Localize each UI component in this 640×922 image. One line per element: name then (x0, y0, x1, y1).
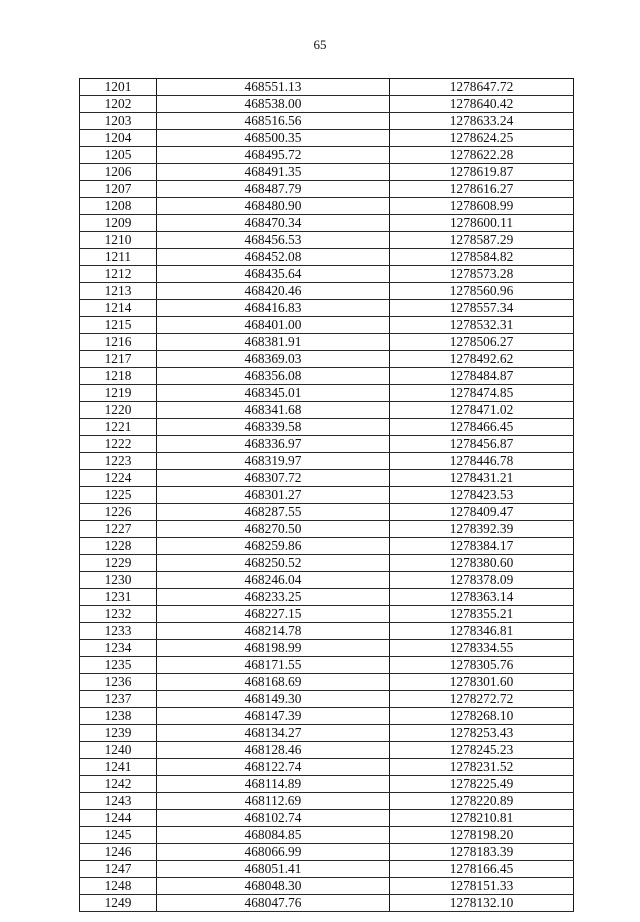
table-row (80, 334, 574, 351)
point-id-cell: 1202 (80, 96, 157, 113)
y-coordinate-cell: 1278355.21 (390, 606, 574, 623)
point-id-cell: 1213 (80, 283, 157, 300)
y-coordinate-cell: 1278573.28 (390, 266, 574, 283)
table-row (80, 215, 574, 232)
point-id-cell: 1230 (80, 572, 157, 589)
y-coordinate-cell: 1278608.99 (390, 198, 574, 215)
x-coordinate-cell: 468250.52 (157, 555, 390, 572)
table-row (80, 521, 574, 538)
point-id-cell: 1209 (80, 215, 157, 232)
table-row (80, 776, 574, 793)
x-coordinate-cell: 468339.58 (157, 419, 390, 436)
x-coordinate-cell: 468233.25 (157, 589, 390, 606)
table-row (80, 572, 574, 589)
table-row (80, 759, 574, 776)
point-id-cell: 1239 (80, 725, 157, 742)
table-row (80, 283, 574, 300)
table-row (80, 844, 574, 861)
x-coordinate-cell: 468149.30 (157, 691, 390, 708)
table-row (80, 198, 574, 215)
y-coordinate-cell: 1278471.02 (390, 402, 574, 419)
point-id-cell: 1245 (80, 827, 157, 844)
y-coordinate-cell: 1278151.33 (390, 878, 574, 895)
table-row (80, 504, 574, 521)
x-coordinate-cell: 468084.85 (157, 827, 390, 844)
y-coordinate-cell: 1278132.10 (390, 895, 574, 912)
x-coordinate-cell: 468470.34 (157, 215, 390, 232)
x-coordinate-cell: 468122.74 (157, 759, 390, 776)
table-row (80, 589, 574, 606)
y-coordinate-cell: 1278622.28 (390, 147, 574, 164)
y-coordinate-cell: 1278506.27 (390, 334, 574, 351)
x-coordinate-cell: 468048.30 (157, 878, 390, 895)
point-id-cell: 1226 (80, 504, 157, 521)
point-id-cell: 1231 (80, 589, 157, 606)
y-coordinate-cell: 1278380.60 (390, 555, 574, 572)
x-coordinate-cell: 468456.53 (157, 232, 390, 249)
y-coordinate-cell: 1278619.87 (390, 164, 574, 181)
x-coordinate-cell: 468134.27 (157, 725, 390, 742)
y-coordinate-cell: 1278210.81 (390, 810, 574, 827)
table-row (80, 402, 574, 419)
y-coordinate-cell: 1278409.47 (390, 504, 574, 521)
table-row (80, 317, 574, 334)
point-id-cell: 1242 (80, 776, 157, 793)
x-coordinate-cell: 468051.41 (157, 861, 390, 878)
y-coordinate-cell: 1278363.14 (390, 589, 574, 606)
x-coordinate-cell: 468480.90 (157, 198, 390, 215)
table-row (80, 232, 574, 249)
point-id-cell: 1204 (80, 130, 157, 147)
point-id-cell: 1215 (80, 317, 157, 334)
point-id-cell: 1210 (80, 232, 157, 249)
table-row (80, 895, 574, 912)
y-coordinate-cell: 1278301.60 (390, 674, 574, 691)
x-coordinate-cell: 468319.97 (157, 453, 390, 470)
y-coordinate-cell: 1278231.52 (390, 759, 574, 776)
x-coordinate-cell: 468435.64 (157, 266, 390, 283)
point-id-cell: 1218 (80, 368, 157, 385)
x-coordinate-cell: 468416.83 (157, 300, 390, 317)
y-coordinate-cell: 1278253.43 (390, 725, 574, 742)
table-row (80, 538, 574, 555)
table-row (80, 436, 574, 453)
x-coordinate-cell: 468538.00 (157, 96, 390, 113)
coordinates-table-body (80, 79, 574, 912)
y-coordinate-cell: 1278560.96 (390, 283, 574, 300)
x-coordinate-cell: 468270.50 (157, 521, 390, 538)
y-coordinate-cell: 1278334.55 (390, 640, 574, 657)
x-coordinate-cell: 468341.68 (157, 402, 390, 419)
table-row (80, 827, 574, 844)
point-id-cell: 1214 (80, 300, 157, 317)
x-coordinate-cell: 468198.99 (157, 640, 390, 657)
x-coordinate-cell: 468500.35 (157, 130, 390, 147)
point-id-cell: 1249 (80, 895, 157, 912)
y-coordinate-cell: 1278423.53 (390, 487, 574, 504)
point-id-cell: 1220 (80, 402, 157, 419)
y-coordinate-cell: 1278305.76 (390, 657, 574, 674)
x-coordinate-cell: 468356.08 (157, 368, 390, 385)
table-row (80, 487, 574, 504)
table-row (80, 606, 574, 623)
x-coordinate-cell: 468259.86 (157, 538, 390, 555)
point-id-cell: 1240 (80, 742, 157, 759)
table-row (80, 878, 574, 895)
y-coordinate-cell: 1278624.25 (390, 130, 574, 147)
x-coordinate-cell: 468401.00 (157, 317, 390, 334)
x-coordinate-cell: 468114.89 (157, 776, 390, 793)
table-row (80, 249, 574, 266)
table-row (80, 181, 574, 198)
table-row (80, 742, 574, 759)
table-row (80, 266, 574, 283)
y-coordinate-cell: 1278456.87 (390, 436, 574, 453)
table-row (80, 368, 574, 385)
table-row (80, 674, 574, 691)
x-coordinate-cell: 468495.72 (157, 147, 390, 164)
point-id-cell: 1234 (80, 640, 157, 657)
table-row (80, 657, 574, 674)
point-id-cell: 1248 (80, 878, 157, 895)
table-row (80, 385, 574, 402)
table-row (80, 793, 574, 810)
y-coordinate-cell: 1278600.11 (390, 215, 574, 232)
y-coordinate-cell: 1278183.39 (390, 844, 574, 861)
y-coordinate-cell: 1278557.34 (390, 300, 574, 317)
x-coordinate-cell: 468112.69 (157, 793, 390, 810)
y-coordinate-cell: 1278640.42 (390, 96, 574, 113)
y-coordinate-cell: 1278431.21 (390, 470, 574, 487)
y-coordinate-cell: 1278245.23 (390, 742, 574, 759)
table-row (80, 130, 574, 147)
y-coordinate-cell: 1278378.09 (390, 572, 574, 589)
x-coordinate-cell: 468287.55 (157, 504, 390, 521)
x-coordinate-cell: 468128.46 (157, 742, 390, 759)
y-coordinate-cell: 1278466.45 (390, 419, 574, 436)
table-row (80, 96, 574, 113)
table-row (80, 351, 574, 368)
point-id-cell: 1228 (80, 538, 157, 555)
point-id-cell: 1208 (80, 198, 157, 215)
y-coordinate-cell: 1278220.89 (390, 793, 574, 810)
y-coordinate-cell: 1278633.24 (390, 113, 574, 130)
point-id-cell: 1216 (80, 334, 157, 351)
x-coordinate-cell: 468420.46 (157, 283, 390, 300)
x-coordinate-cell: 468452.08 (157, 249, 390, 266)
point-id-cell: 1224 (80, 470, 157, 487)
point-id-cell: 1238 (80, 708, 157, 725)
point-id-cell: 1227 (80, 521, 157, 538)
x-coordinate-cell: 468487.79 (157, 181, 390, 198)
x-coordinate-cell: 468102.74 (157, 810, 390, 827)
point-id-cell: 1201 (80, 79, 157, 96)
point-id-cell: 1233 (80, 623, 157, 640)
table-row (80, 810, 574, 827)
point-id-cell: 1243 (80, 793, 157, 810)
table-row (80, 691, 574, 708)
table-row (80, 419, 574, 436)
x-coordinate-cell: 468345.01 (157, 385, 390, 402)
y-coordinate-cell: 1278272.72 (390, 691, 574, 708)
table-row (80, 79, 574, 96)
point-id-cell: 1223 (80, 453, 157, 470)
y-coordinate-cell: 1278484.87 (390, 368, 574, 385)
y-coordinate-cell: 1278198.20 (390, 827, 574, 844)
x-coordinate-cell: 468227.15 (157, 606, 390, 623)
x-coordinate-cell: 468214.78 (157, 623, 390, 640)
point-id-cell: 1232 (80, 606, 157, 623)
y-coordinate-cell: 1278584.82 (390, 249, 574, 266)
table-row (80, 725, 574, 742)
point-id-cell: 1241 (80, 759, 157, 776)
point-id-cell: 1235 (80, 657, 157, 674)
x-coordinate-cell: 468301.27 (157, 487, 390, 504)
y-coordinate-cell: 1278647.72 (390, 79, 574, 96)
point-id-cell: 1229 (80, 555, 157, 572)
point-id-cell: 1236 (80, 674, 157, 691)
point-id-cell: 1212 (80, 266, 157, 283)
point-id-cell: 1211 (80, 249, 157, 266)
point-id-cell: 1237 (80, 691, 157, 708)
table-row (80, 113, 574, 130)
y-coordinate-cell: 1278492.62 (390, 351, 574, 368)
point-id-cell: 1222 (80, 436, 157, 453)
y-coordinate-cell: 1278392.39 (390, 521, 574, 538)
x-coordinate-cell: 468369.03 (157, 351, 390, 368)
x-coordinate-cell: 468307.72 (157, 470, 390, 487)
x-coordinate-cell: 468491.35 (157, 164, 390, 181)
y-coordinate-cell: 1278616.27 (390, 181, 574, 198)
x-coordinate-cell: 468246.04 (157, 572, 390, 589)
y-coordinate-cell: 1278587.29 (390, 232, 574, 249)
point-id-cell: 1244 (80, 810, 157, 827)
x-coordinate-cell: 468336.97 (157, 436, 390, 453)
x-coordinate-cell: 468147.39 (157, 708, 390, 725)
y-coordinate-cell: 1278474.85 (390, 385, 574, 402)
point-id-cell: 1203 (80, 113, 157, 130)
page-number: 65 (313, 37, 327, 52)
point-id-cell: 1205 (80, 147, 157, 164)
y-coordinate-cell: 1278532.31 (390, 317, 574, 334)
point-id-cell: 1206 (80, 164, 157, 181)
point-id-cell: 1246 (80, 844, 157, 861)
x-coordinate-cell: 468516.56 (157, 113, 390, 130)
table-row (80, 555, 574, 572)
point-id-cell: 1217 (80, 351, 157, 368)
table-row (80, 861, 574, 878)
table-row (80, 453, 574, 470)
y-coordinate-cell: 1278384.17 (390, 538, 574, 555)
x-coordinate-cell: 468066.99 (157, 844, 390, 861)
x-coordinate-cell: 468047.76 (157, 895, 390, 912)
point-id-cell: 1219 (80, 385, 157, 402)
table-row (80, 147, 574, 164)
y-coordinate-cell: 1278446.78 (390, 453, 574, 470)
point-id-cell: 1207 (80, 181, 157, 198)
coordinates-table (79, 78, 574, 912)
x-coordinate-cell: 468551.13 (157, 79, 390, 96)
point-id-cell: 1221 (80, 419, 157, 436)
point-id-cell: 1225 (80, 487, 157, 504)
y-coordinate-cell: 1278346.81 (390, 623, 574, 640)
table-row (80, 708, 574, 725)
y-coordinate-cell: 1278166.45 (390, 861, 574, 878)
table-row (80, 300, 574, 317)
table-row (80, 470, 574, 487)
table-row (80, 623, 574, 640)
point-id-cell: 1247 (80, 861, 157, 878)
y-coordinate-cell: 1278225.49 (390, 776, 574, 793)
y-coordinate-cell: 1278268.10 (390, 708, 574, 725)
x-coordinate-cell: 468171.55 (157, 657, 390, 674)
table-row (80, 164, 574, 181)
x-coordinate-cell: 468381.91 (157, 334, 390, 351)
x-coordinate-cell: 468168.69 (157, 674, 390, 691)
table-row (80, 640, 574, 657)
